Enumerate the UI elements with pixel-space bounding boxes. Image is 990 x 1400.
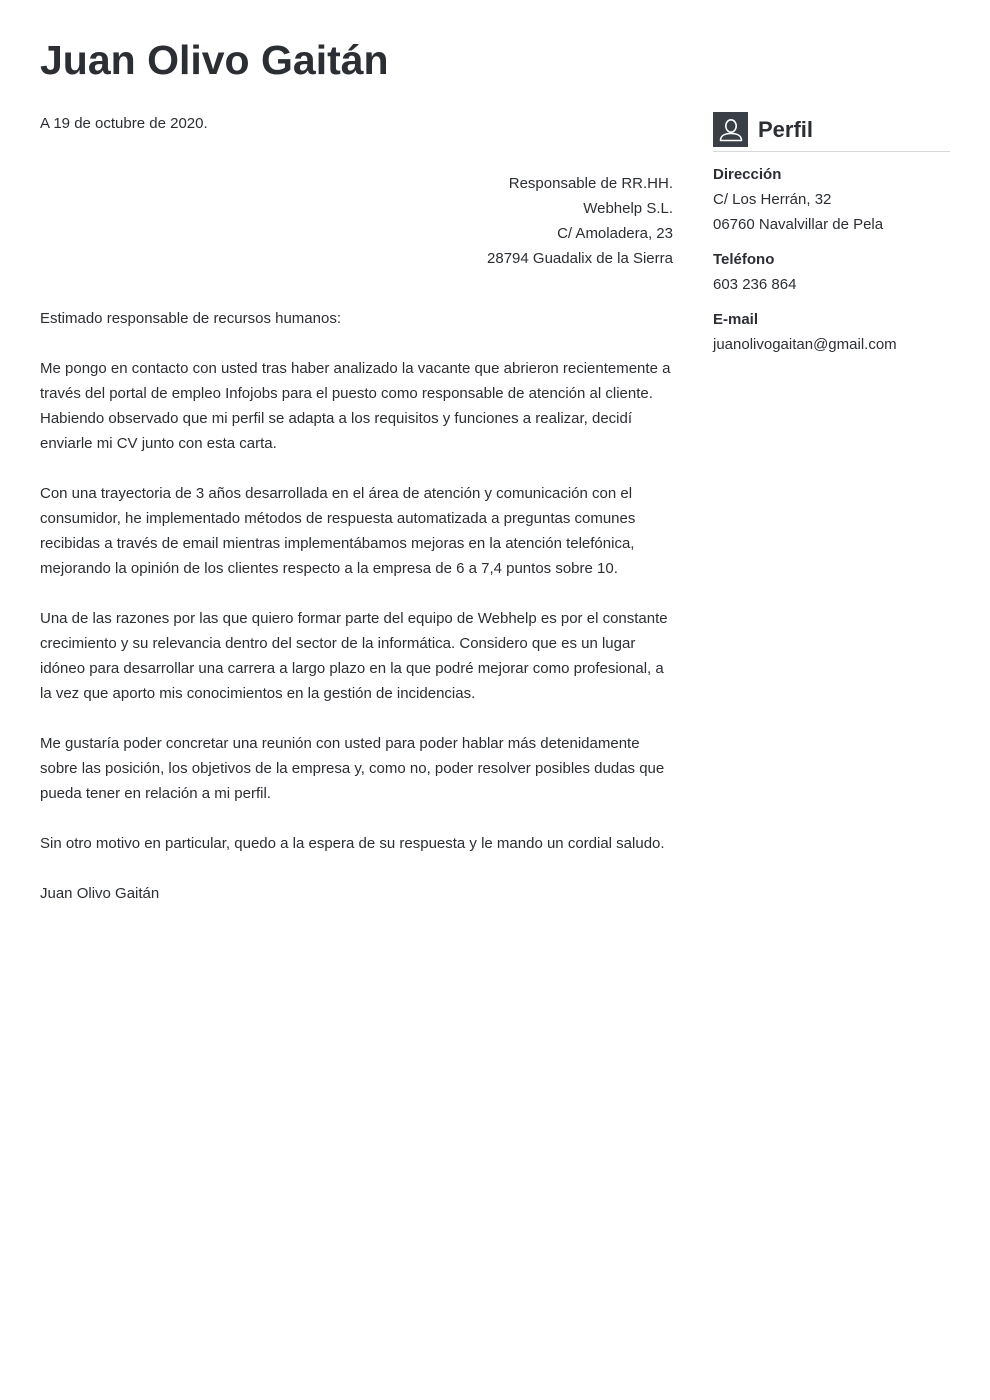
letter-date: A 19 de octubre de 2020. bbox=[40, 115, 208, 132]
phone-label: Teléfono bbox=[713, 251, 775, 268]
recipient-line: Responsable de RR.HH. bbox=[508, 175, 673, 192]
recipient-line: Webhelp S.L. bbox=[583, 200, 673, 217]
letter-paragraph: Una de las razones por las que quiero formar parte del equipo de Webhelp es por el constante crecimiento y su relevancia dentro del sector de la informática. Considero que es un lugar idóneo para desarrollar una carrera a largo plazo en la que podré mejorar como profesional, a la vez que aporto mis conocimientos en la gestión de incidencias. bbox=[40, 610, 668, 702]
letter-greeting: Estimado responsable de recursos humanos: bbox=[40, 310, 341, 327]
letter-paragraph: Me gustaría poder concretar una reunión con usted para poder hablar más detenidamente sobre las posición, los objetivos de la empresa y, como no, poder resolver posibles dudas que pueda tener en relación a mi perfil. bbox=[40, 735, 665, 802]
recipient-line: C/ Amoladera, 23 bbox=[557, 225, 673, 242]
letter-signature: Juan Olivo Gaitán bbox=[40, 885, 160, 902]
address-label: Dirección bbox=[713, 166, 782, 183]
address-line: 06760 Navalvillar de Pela bbox=[713, 216, 884, 233]
phone-value: 603 236 864 bbox=[713, 276, 797, 293]
profile-title: Perfil bbox=[758, 116, 814, 142]
email-value: juanolivogaitan@gmail.com bbox=[713, 336, 897, 353]
letter-paragraph: Sin otro motivo en particular, quedo a la espera de su respuesta y le mando un cordial saludo. bbox=[40, 835, 665, 852]
address-line: C/ Los Herrán, 32 bbox=[713, 191, 832, 208]
recipient-line: 28794 Guadalix de la Sierra bbox=[487, 250, 673, 267]
letter-paragraph: Con una trayectoria de 3 años desarrollada en el área de atención y comunicación con el consumidor, he implementado métodos de respuesta automatizada a preguntas comunes recibidas a través de email mientras implementábamos mejoras en la atención telefónica, mejorando la opinión de los clientes respecto a la empresa de 6 a 7,4 puntos sobre 10. bbox=[40, 485, 636, 577]
user-profile-icon bbox=[713, 112, 748, 147]
profile-header bbox=[713, 111, 950, 152]
recipient-block bbox=[40, 171, 673, 271]
letter-body bbox=[40, 111, 673, 906]
email-label: E-mail bbox=[713, 311, 759, 328]
page-title: Juan Olivo Gaitán bbox=[40, 37, 389, 83]
letter-paragraph: Me pongo en contacto con usted tras haber analizado la vacante que abrieron recientemente a través del portal de empleo Infojobs para el puesto como responsable de atención al cliente. Habiendo observado que mi perfil se adapta a los requisitos y funciones a realizar, decidí enviarle mi CV junto con esta carta. bbox=[40, 360, 671, 452]
profile-sidebar bbox=[713, 111, 950, 357]
